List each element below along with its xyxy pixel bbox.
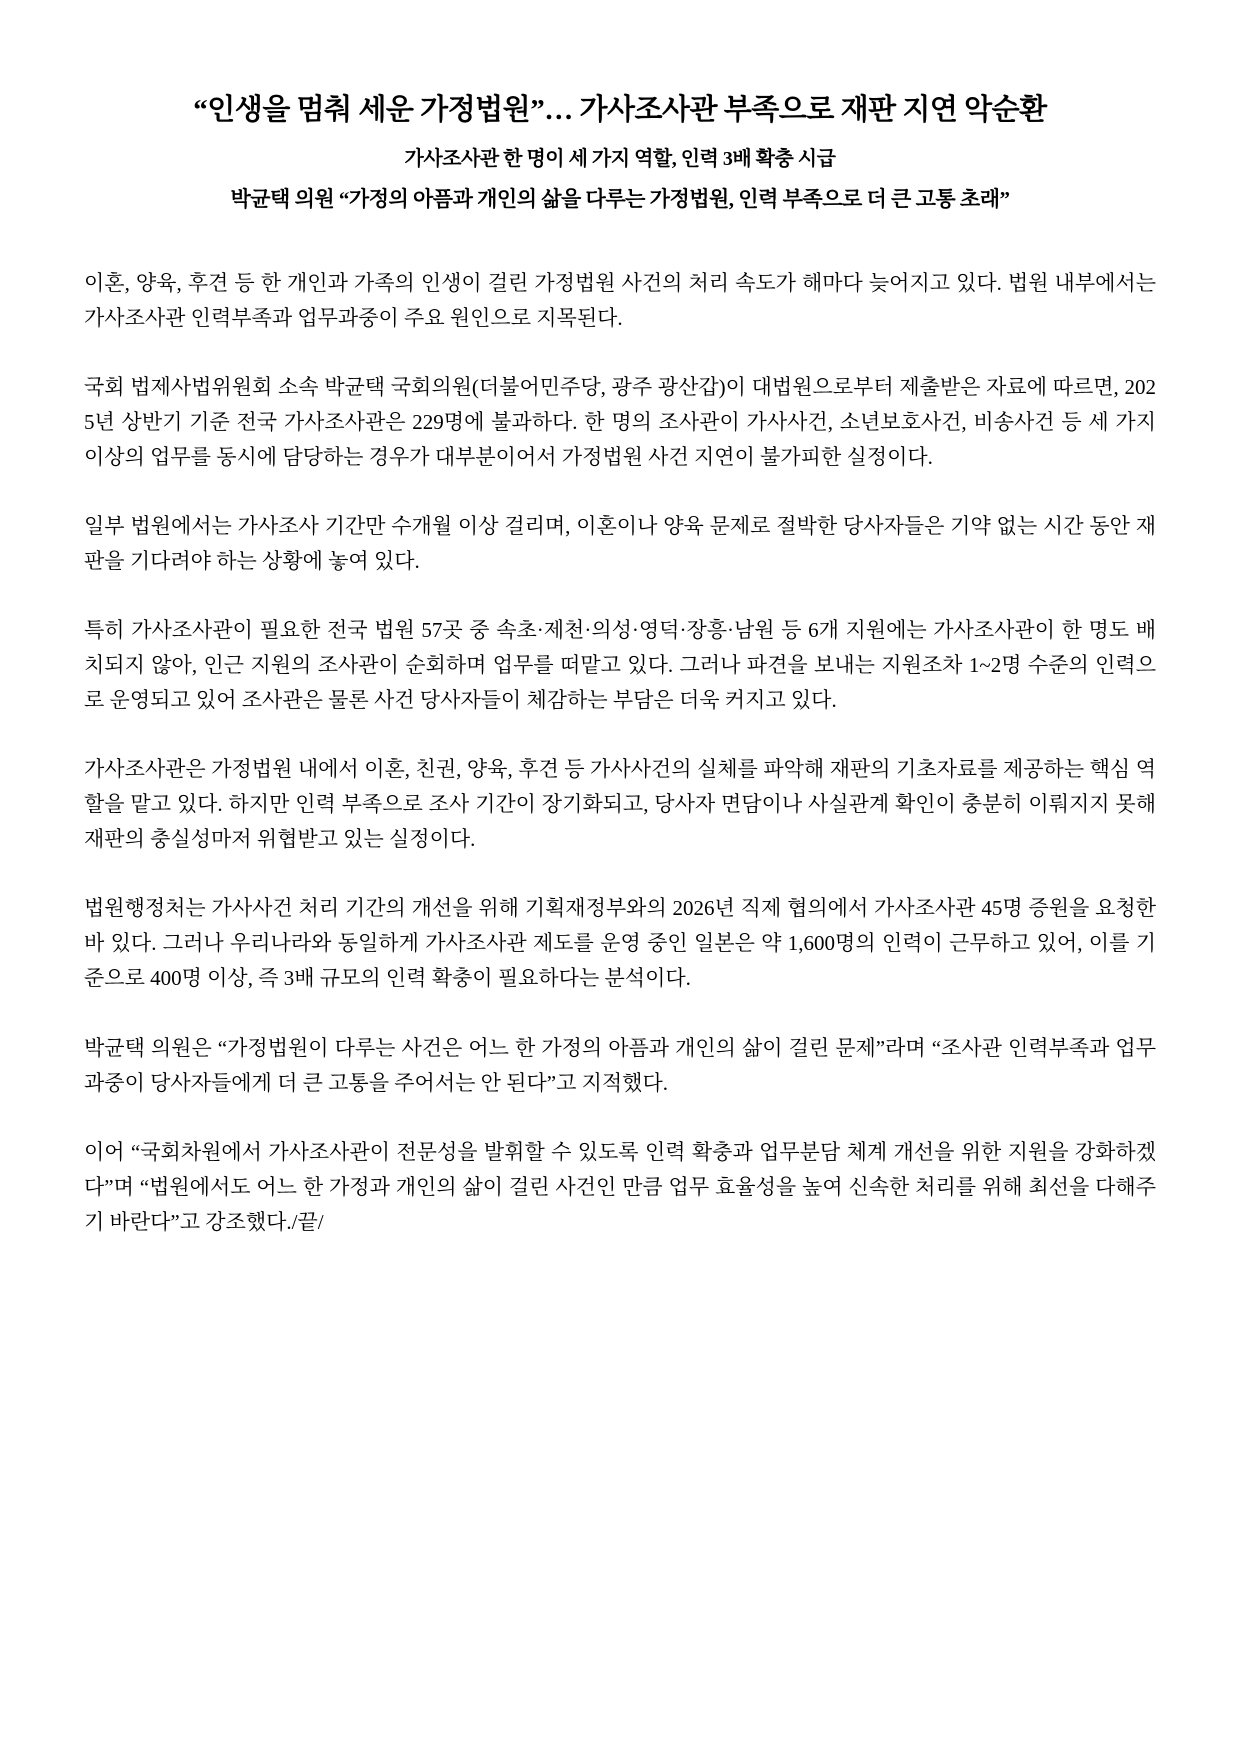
document-subtitle-role: 가사조사관 한 명이 세 가지 역할, 인력 3배 확충 시급 [404, 148, 836, 171]
body-paragraph-6: 법원행정처는 가사사건 처리 기간의 개선을 위해 기획재정부와의 2026년 직제 협의에서 가사조사관 45명 증원을 요청한 바 있다. 그러나 우리나라와 동일하게 가사조사관 제도를 운영 중인 일본은 약 1,600명의 인력이 근무하고 있어, 이를 기준으로 400명 이상, 즉 3배 규모의 인력 확충이 필요하다는 분석이다. [84, 896, 1156, 991]
body-paragraph-5: 가사조사관은 가정법원 내에서 이혼, 친권, 양육, 후견 등 가사사건의 실체를 파악해 재판의 기초자료를 제공하는 핵심 역할을 맡고 있다. 하지만 인력 부족으로 조사 기간이 장기화되고, 당사자 면담이나 사실관계 확인이 충분히 이뤄지지 못해 재판의 충실성마저 위협받고 있는 실정이다. [84, 757, 1156, 852]
document-subtitle-quote: 박균택 의원 “가정의 아픔과 개인의 삶을 다루는 가정법원, 인력 부족으로 더 큰 고통 초래” [230, 187, 1010, 212]
body-paragraph-7: 박균택 의원은 “가정법원이 다루는 사건은 어느 한 가정의 아픔과 개인의 삶이 걸린 문제”라며 “조사관 인력부족과 업무과중이 당사자들에게 더 큰 고통을 주어서는 안 된다”고 지적했다. [84, 1035, 1156, 1095]
document-body [84, 266, 1156, 1240]
body-paragraph-3: 일부 법원에서는 가사조사 기간만 수개월 이상 걸리며, 이혼이나 양육 문제로 절박한 당사자들은 기약 없는 시간 동안 재판을 기다려야 하는 상황에 놓여 있다. [84, 513, 1156, 573]
body-paragraph-4: 특히 가사조사관이 필요한 전국 법원 57곳 중 속초·제천·의성·영덕·장흥·남원 등 6개 지원에는 가사조사관이 한 명도 배치되지 않아, 인근 지원의 조사관이 순회하며 업무를 떠맡고 있다. 그러나 파견을 보내는 지원조차 1~2명 수준의 인력으로 운영되고 있어 조사관은 물론 사건 당사자들이 체감하는 부담은 더욱 커지고 있다. [84, 617, 1156, 713]
body-paragraph-1: 이혼, 양육, 후견 등 한 개인과 가족의 인생이 걸린 가정법원 사건의 처리 속도가 해마다 늦어지고 있다. 법원 내부에서는 가사조사관 인력부족과 업무과중이 주요 원인으로 지목된다. [84, 270, 1156, 330]
body-paragraph-2: 국회 법제사법위원회 소속 박균택 국회의원(더불어민주당, 광주 광산갑)이 대법원으로부터 제출받은 자료에 따르면, 2025년 상반기 기준 전국 가사조사관은 229명에 불과하다. 한 명의 조사관이 가사사건, 소년보호사건, 비송사건 등 세 가지 이상의 업무를 동시에 담당하는 경우가 대부분이어서 가정법원 사건 지연이 불가피한 실정이다. [84, 374, 1156, 469]
body-paragraph-8: 이어 “국회차원에서 가사조사관이 전문성을 발휘할 수 있도록 인력 확충과 업무분담 체계 개선을 위한 지원을 강화하겠다”며 “법원에서도 어느 한 가정과 개인의 삶이 걸린 사건인 만큼 업무 효율성을 높여 신속한 처리를 위해 최선을 다해주기 바란다”고 강조했다./끝/ [84, 1139, 1156, 1234]
document-title: “인생을 멈춰 세운 가정법원”… 가사조사관 부족으로 재판 지연 악순환 [193, 94, 1047, 126]
